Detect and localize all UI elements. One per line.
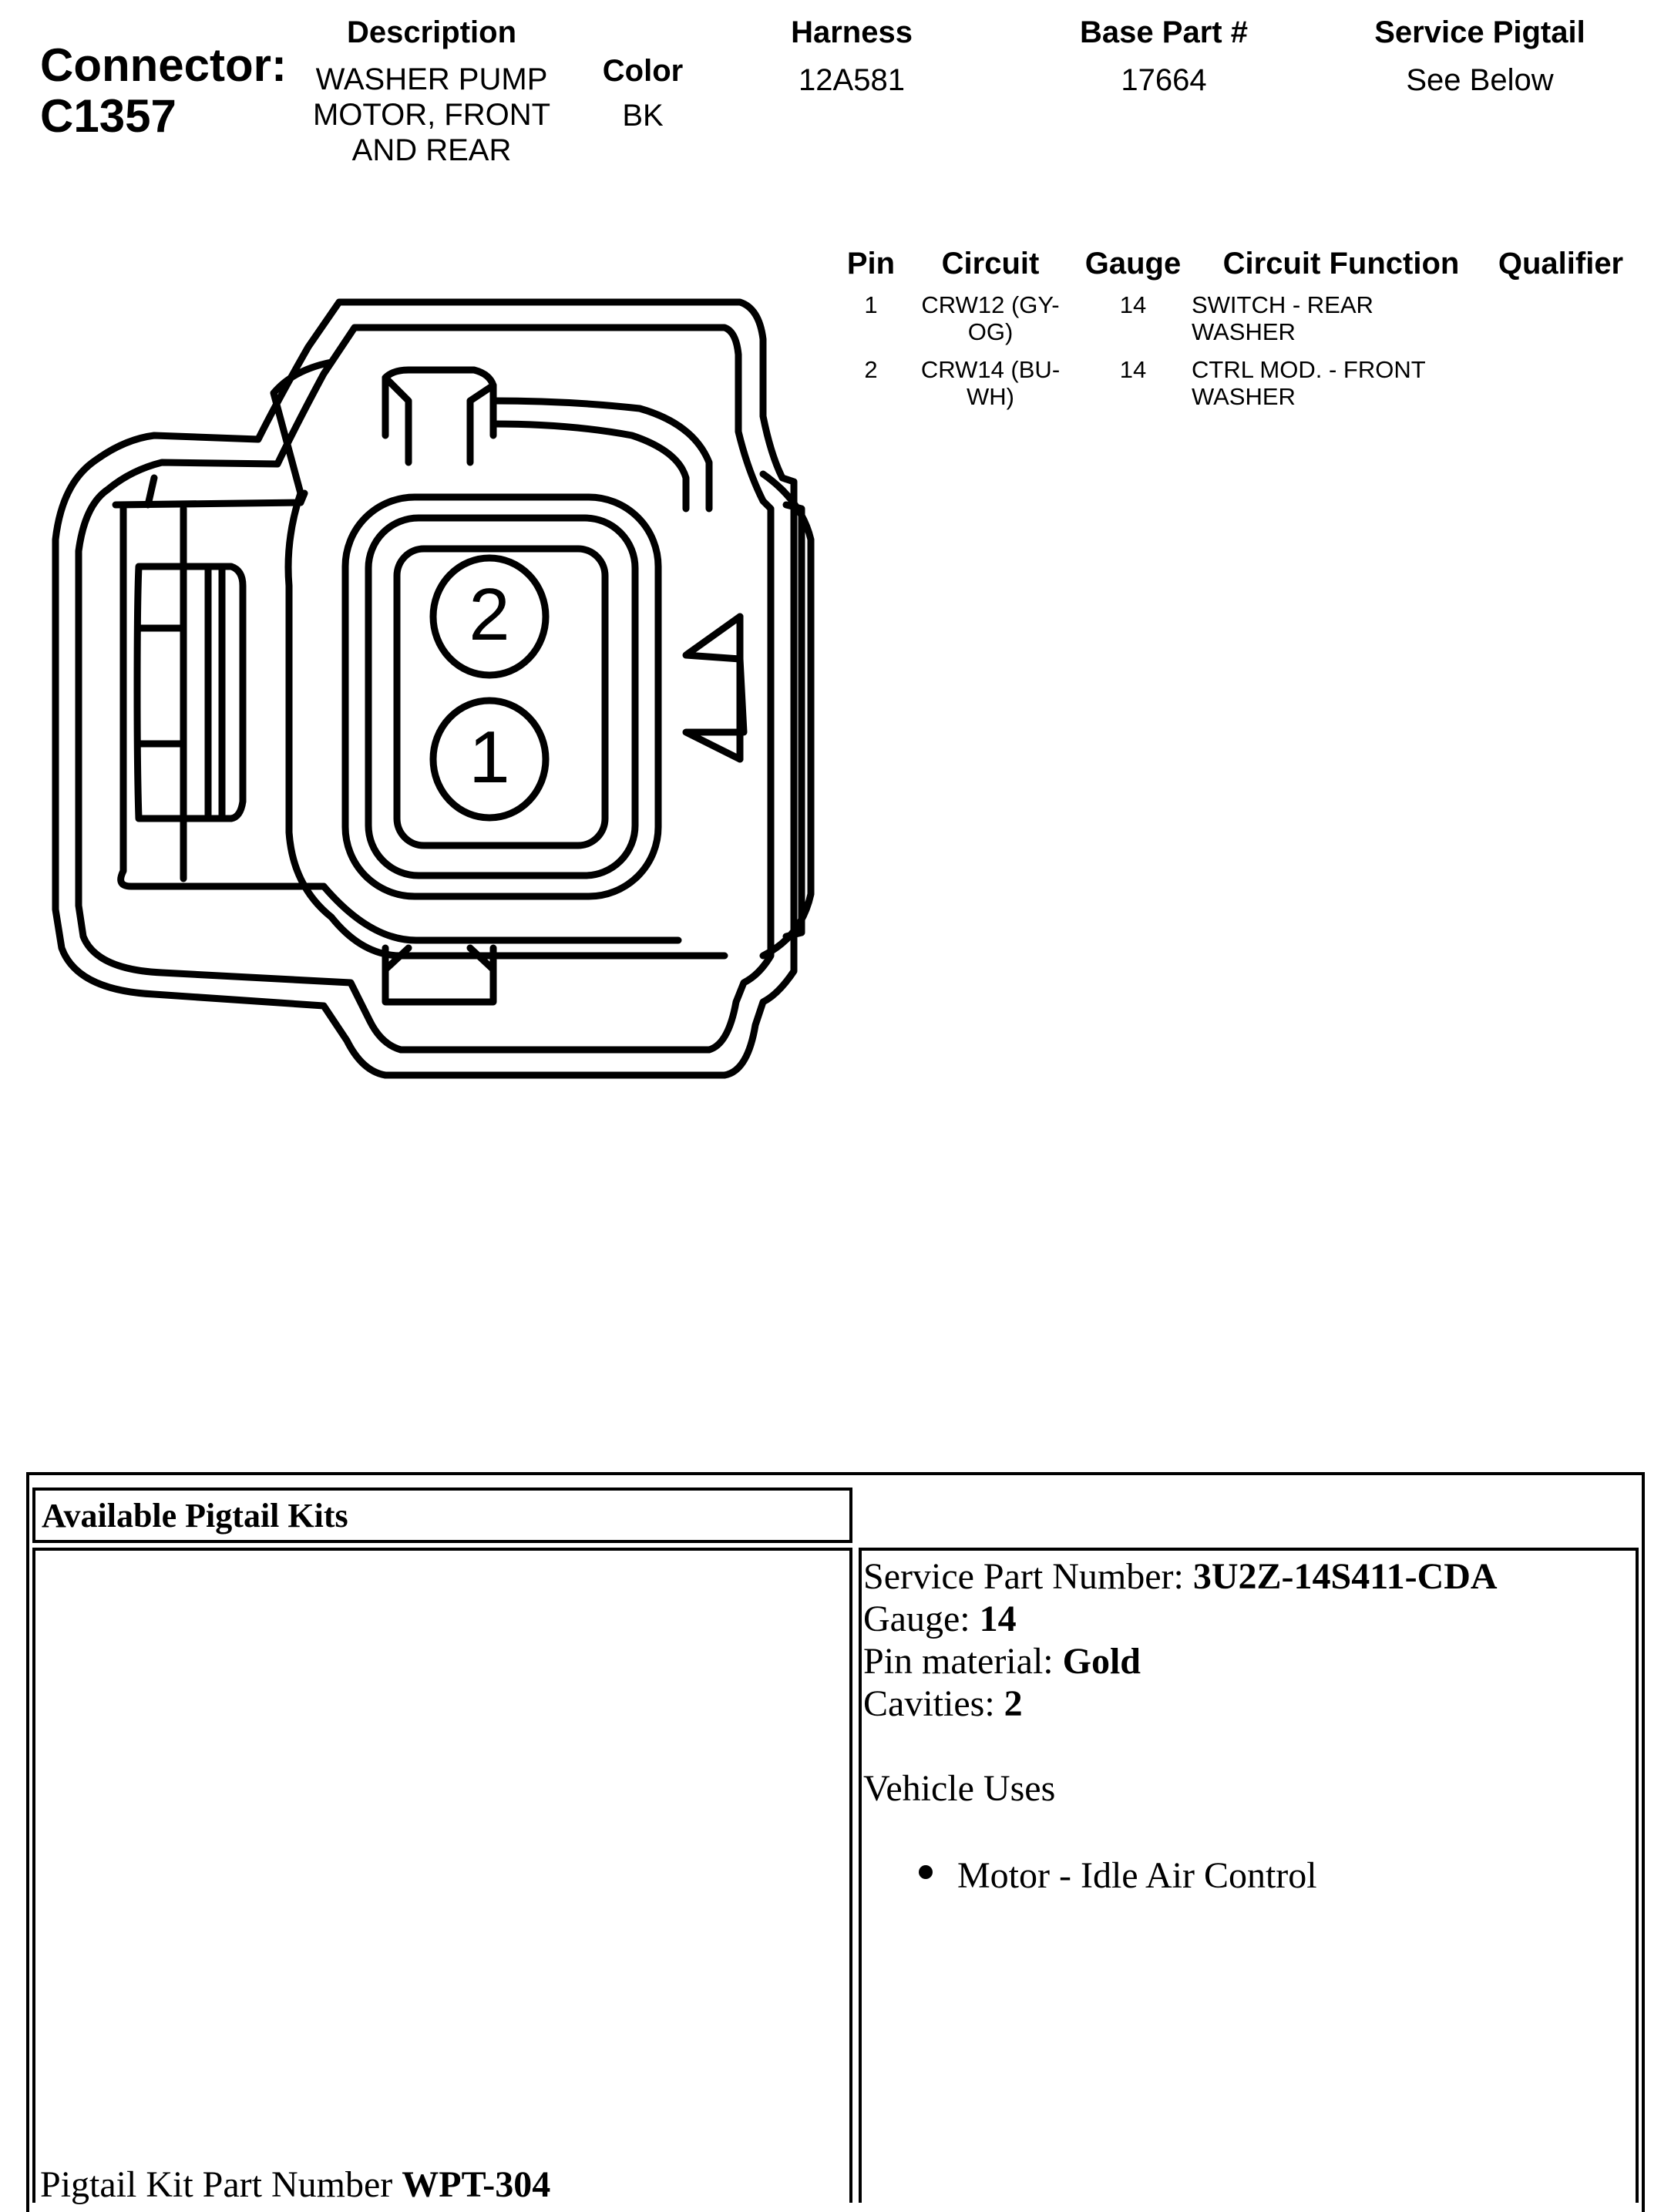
function-header: Circuit Function xyxy=(1222,247,1460,281)
base-part-value: 17664 xyxy=(1121,63,1207,97)
gauge-cell: 14 xyxy=(1119,356,1147,383)
pigtail-title: Available Pigtail Kits xyxy=(42,1497,348,1535)
gauge-cell: 14 xyxy=(1119,291,1147,318)
pin-2-label: 2 xyxy=(469,573,510,656)
service-part-value: 3U2Z-14S411-CDA xyxy=(1192,1556,1498,1597)
kit-part-value: WPT-304 xyxy=(402,2164,551,2205)
pin-header: Pin xyxy=(846,247,896,281)
shroud-line xyxy=(493,401,709,509)
outer-housing-outline xyxy=(55,302,794,1075)
pin-cell: 2 xyxy=(864,356,878,383)
description-label: Description xyxy=(346,15,517,49)
connector-id: C1357 xyxy=(40,90,177,142)
base-part-label: Base Part # xyxy=(1080,15,1248,49)
cavities-label: Cavities: xyxy=(863,1683,1004,1724)
gauge-header: Gauge xyxy=(1084,247,1182,281)
circuit-cell: CRW12 (GY-OG) xyxy=(921,291,1060,345)
cavities-line xyxy=(863,1683,1636,1725)
gauge-label: Gauge: xyxy=(863,1598,980,1639)
left-lock-top xyxy=(116,493,304,505)
service-part-label: Service Part Number: xyxy=(863,1556,1193,1597)
function-cell: SWITCH - REAR WASHER xyxy=(1192,291,1373,345)
gauge-value: 14 xyxy=(979,1598,1017,1639)
left-lock-notch xyxy=(148,478,154,505)
vehicle-uses-list xyxy=(863,1854,1636,1897)
pigtail-title-cell xyxy=(32,1488,852,1543)
gauge-line xyxy=(863,1598,1636,1640)
connector-label: Connector: xyxy=(40,39,287,91)
color-label: Color xyxy=(602,54,684,88)
top-key xyxy=(385,370,493,435)
vehicle-uses-heading: Vehicle Uses xyxy=(863,1768,1056,1809)
service-pigtail-value: See Below xyxy=(1406,63,1554,97)
harness-value: 12A581 xyxy=(799,63,905,97)
service-part-line xyxy=(863,1555,1636,1598)
kit-part-line xyxy=(40,2163,550,2206)
pin-cell: 1 xyxy=(864,291,878,318)
kit-part-label: Pigtail Kit Part Number xyxy=(40,2164,402,2205)
cavity-frame-middle xyxy=(368,518,635,876)
list-item xyxy=(863,1854,1636,1897)
pin-material-label: Pin material: xyxy=(863,1641,1063,1682)
vehicle-use-text: Motor - Idle Air Control xyxy=(957,1855,1317,1896)
color-value: BK xyxy=(622,99,664,133)
harness-label: Harness xyxy=(791,15,913,49)
description-value: WASHER PUMP MOTOR, FRONT AND REAR xyxy=(312,62,551,167)
service-pigtail-label: Service Pigtail xyxy=(1374,15,1585,49)
qualifier-header: Qualifier xyxy=(1498,247,1624,281)
bullet-icon xyxy=(919,1865,933,1879)
pigtail-image-cell xyxy=(32,1548,852,2203)
pigtail-details-cell xyxy=(859,1548,1639,2203)
lock-tab-outer xyxy=(137,566,243,819)
cavities-value: 2 xyxy=(1004,1683,1023,1724)
pin-material-value: Gold xyxy=(1062,1641,1141,1682)
connector-face-diagram xyxy=(0,0,848,1118)
circuit-header: Circuit xyxy=(941,247,1040,281)
side-key xyxy=(686,617,744,759)
function-cell: CTRL MOD. - FRONT WASHER xyxy=(1192,356,1426,410)
circuit-cell: CRW14 (BU-WH) xyxy=(920,356,1061,410)
pin-material-line xyxy=(863,1640,1636,1683)
pin-1-label: 1 xyxy=(469,716,510,798)
